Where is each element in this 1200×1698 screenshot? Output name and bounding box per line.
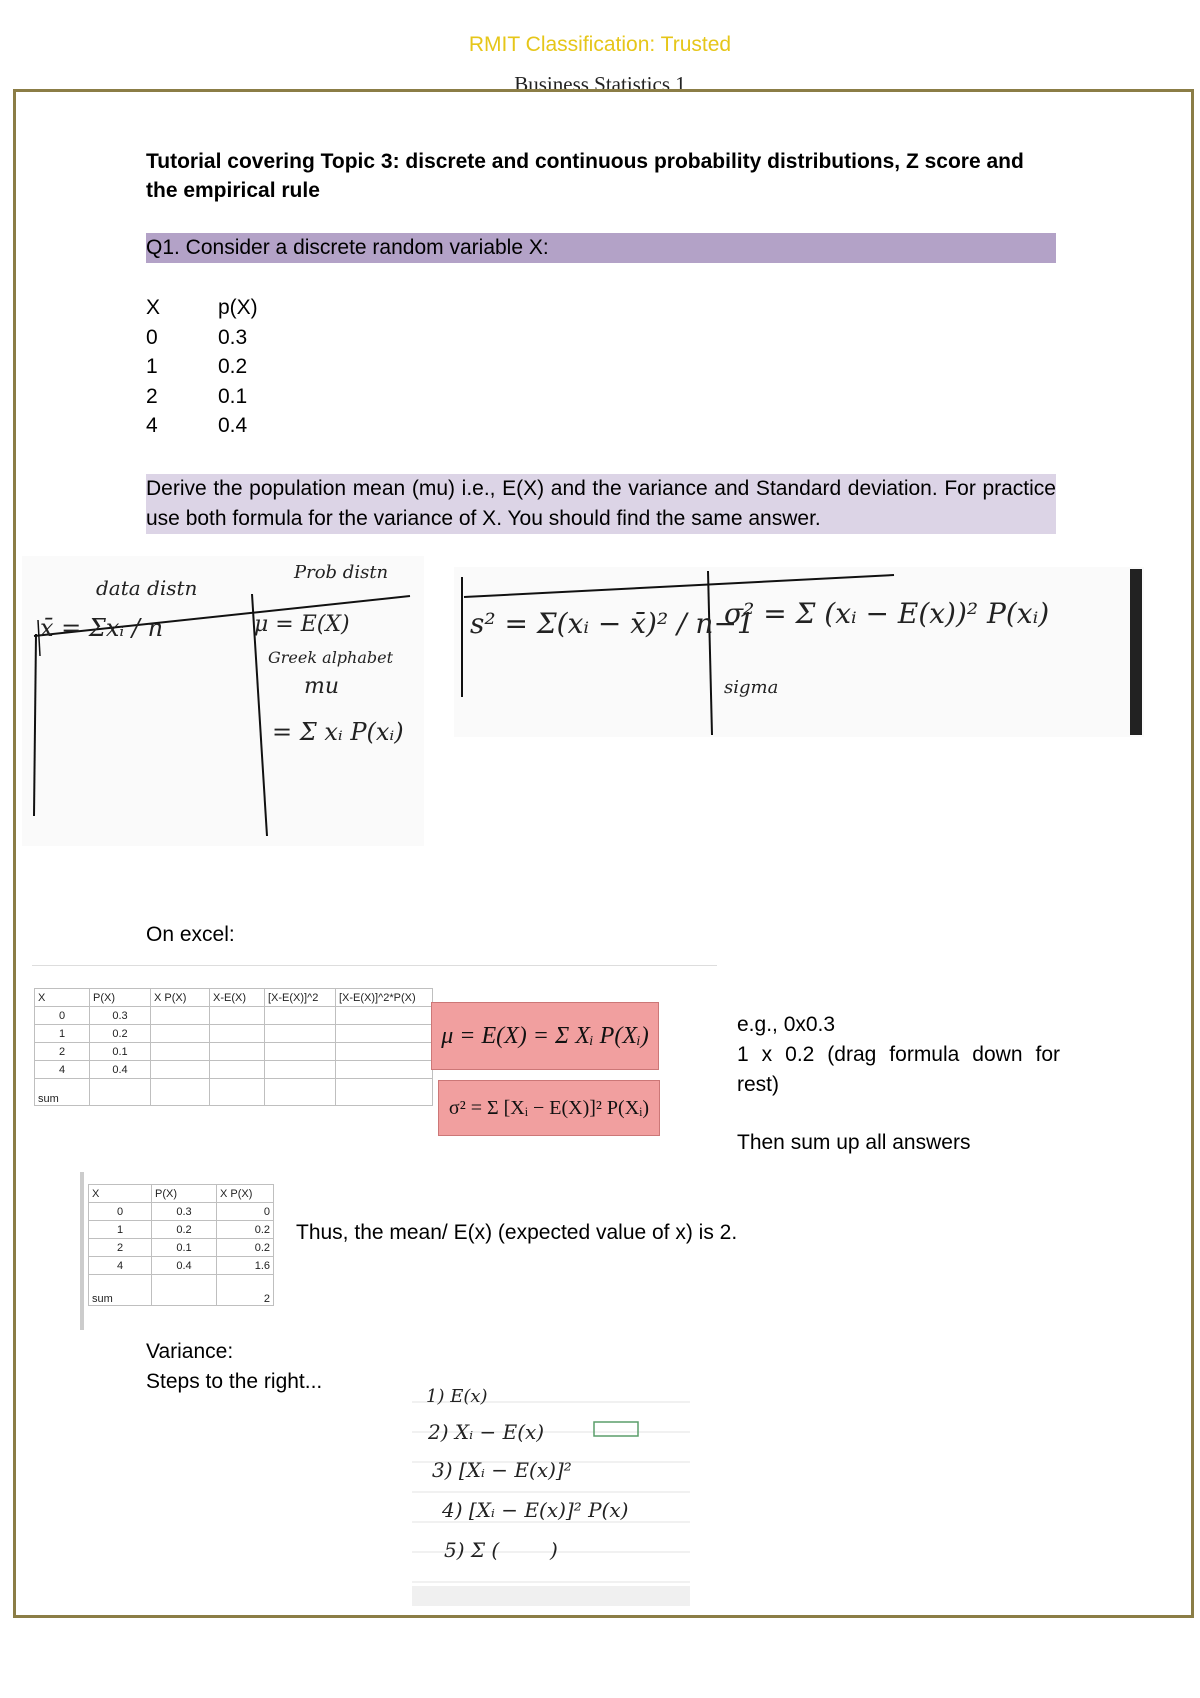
table-row	[89, 1275, 274, 1306]
dist-p-value: 0.3	[218, 326, 248, 349]
excel-cell[interactable]: 0.2	[217, 1221, 274, 1239]
table-row	[89, 1203, 274, 1221]
excel-cell[interactable]: 0.1	[90, 1043, 151, 1061]
greek-alphabet-note: Greek alphabet	[268, 648, 394, 667]
excel-cell[interactable]: 2	[35, 1043, 90, 1061]
question-1-heading: Q1. Consider a discrete random variable X:	[146, 233, 1056, 263]
excel-cell[interactable]	[336, 1007, 433, 1025]
excel-cell[interactable]: 0.4	[152, 1257, 217, 1275]
excel-cell[interactable]: 1.6	[217, 1257, 274, 1275]
table-row	[35, 1079, 433, 1106]
excel-header: X	[89, 1185, 152, 1203]
excel-cell[interactable]	[210, 1043, 265, 1061]
sigma-word: sigma	[724, 677, 779, 698]
excel-cell[interactable]: 0.2	[217, 1239, 274, 1257]
table-row	[89, 1257, 274, 1275]
excel-cell[interactable]	[151, 1043, 210, 1061]
table-row	[35, 1061, 433, 1079]
excel-header: X-E(X)	[210, 989, 265, 1007]
excel-header: P(X)	[90, 989, 151, 1007]
steps-label: Steps to the right...	[146, 1370, 323, 1393]
example-line-1: e.g., 0x0.3	[737, 1013, 836, 1036]
excel-cell[interactable]	[265, 1025, 336, 1043]
excel-cell[interactable]	[336, 1025, 433, 1043]
excel-cell[interactable]	[265, 1061, 336, 1079]
excel-cell[interactable]	[336, 1043, 433, 1061]
variance-steps-image	[412, 1372, 690, 1606]
table-row	[89, 1239, 274, 1257]
excel-header: [X-E(X)]^2*P(X)	[336, 989, 433, 1007]
example-line-2: 1 x 0.2 (drag formula down for rest)	[737, 1043, 1060, 1096]
dist-p-value: 0.1	[218, 385, 248, 408]
excel-cell[interactable]	[90, 1079, 151, 1106]
mu-formula-box[interactable]: μ = E(X) = Σ Xᵢ P(Xᵢ)	[431, 1002, 659, 1070]
step-1: 1) E(x)	[426, 1386, 488, 1407]
excel-cell[interactable]	[210, 1007, 265, 1025]
excel-cell[interactable]: 4	[35, 1061, 90, 1079]
whiteboard-image-left	[22, 556, 424, 846]
excel-sum-label[interactable]: sum	[35, 1079, 90, 1106]
tutorial-title: Tutorial covering Topic 3: discrete and continuous probability distributions, Z score and the empirical rule	[146, 150, 1024, 202]
excel-cell[interactable]: 0	[35, 1007, 90, 1025]
mu-sum-formula: = Σ xᵢ P(xᵢ)	[272, 718, 404, 746]
excel-cell[interactable]	[151, 1079, 210, 1106]
excel-cell[interactable]: 0.3	[152, 1203, 217, 1221]
derive-instructions: Derive the population mean (mu) i.e., E(X) and the variance and Standard deviation. For practice use both formula for the variance of X. You should find the same answer.	[146, 474, 1056, 534]
excel-cell[interactable]: 0.2	[152, 1221, 217, 1239]
excel-cell[interactable]	[151, 1025, 210, 1043]
sigma-formula-box[interactable]: σ² = Σ [Xᵢ − E(X)]² P(Xᵢ)	[438, 1080, 660, 1136]
excel-cell[interactable]	[210, 1025, 265, 1043]
excel-cell[interactable]	[151, 1061, 210, 1079]
sample-variance-formula: s² = Σ(xᵢ − x̄)² / n−1	[470, 607, 755, 640]
table-row	[35, 1025, 433, 1043]
excel-cell[interactable]: 4	[89, 1257, 152, 1275]
excel-table-2	[88, 1184, 274, 1306]
excel-cell[interactable]	[265, 1043, 336, 1061]
excel-cell[interactable]: 1	[89, 1221, 152, 1239]
table-row	[35, 1043, 433, 1061]
sample-mean-formula: x̄ = Σxᵢ / n	[40, 614, 164, 642]
excel-table-1	[34, 988, 433, 1106]
dist-x-value: 0	[146, 326, 158, 349]
mu-word: mu	[304, 674, 340, 699]
excel-cell[interactable]	[152, 1275, 217, 1306]
dist-x-value: 2	[146, 385, 158, 408]
dist-x-value: 1	[146, 355, 158, 378]
excel-cell[interactable]	[210, 1079, 265, 1106]
step-4: 4) [Xᵢ − E(x)]² P(x)	[442, 1498, 629, 1522]
dist-col-p-header: p(X)	[218, 296, 258, 319]
excel-header: X	[35, 989, 90, 1007]
spreadsheet-gridlines	[412, 1372, 690, 1606]
excel-cell[interactable]: 0.1	[152, 1239, 217, 1257]
step-5: 5) Σ ( )	[444, 1538, 558, 1562]
excel-cell[interactable]	[336, 1079, 433, 1106]
classification-label: RMIT Classification: Trusted	[468, 33, 732, 56]
excel-cell[interactable]	[336, 1061, 433, 1079]
excel-cell[interactable]	[210, 1061, 265, 1079]
page-header: Business Statistics 1	[514, 72, 686, 96]
excel-header: P(X)	[152, 1185, 217, 1203]
dist-x-value: 4	[146, 414, 158, 437]
excel-cell[interactable]: 0	[89, 1203, 152, 1221]
excel-cell[interactable]: 0.2	[90, 1025, 151, 1043]
excel-screenshot-2	[80, 1172, 282, 1330]
table-row	[35, 1007, 433, 1025]
on-excel-label: On excel:	[146, 923, 235, 946]
whiteboard-lines	[454, 567, 1144, 737]
population-variance-formula: σ² = Σ (xᵢ − E(x))² P(xᵢ)	[724, 597, 1050, 630]
step-2: 2) Xᵢ − E(x)	[428, 1420, 545, 1444]
excel-header: X P(X)	[151, 989, 210, 1007]
excel-cell[interactable]: 0.4	[90, 1061, 151, 1079]
mu-formula: μ = E(X)	[254, 612, 350, 637]
step-3: 3) [Xᵢ − E(x)]²	[432, 1458, 572, 1482]
example-line-3: Then sum up all answers	[737, 1131, 971, 1154]
dist-p-value: 0.4	[218, 414, 248, 437]
table-row	[89, 1221, 274, 1239]
excel-cell[interactable]: 0.3	[90, 1007, 151, 1025]
excel-sum-value[interactable]: 2	[217, 1275, 274, 1306]
whiteboard-lines	[22, 556, 424, 846]
dist-col-x-header: X	[146, 296, 161, 319]
excel-cell[interactable]: 2	[89, 1239, 152, 1257]
excel-screenshot-1	[32, 965, 717, 1146]
excel-cell[interactable]: 0	[217, 1203, 274, 1221]
dist-p-value: 0.2	[218, 355, 248, 378]
excel-sum-label[interactable]: sum	[89, 1275, 152, 1306]
excel-header: [X-E(X)]^2	[265, 989, 336, 1007]
variance-label: Variance:	[146, 1340, 234, 1363]
whiteboard-image-right	[454, 567, 1144, 737]
excel-cell[interactable]	[151, 1007, 210, 1025]
data-distn-label: data distn	[96, 576, 198, 600]
mean-conclusion: Thus, the mean/ E(x) (expected value of x) is 2.	[296, 1221, 738, 1244]
excel-cell[interactable]	[265, 1007, 336, 1025]
excel-cell[interactable]: 1	[35, 1025, 90, 1043]
excel-header: X P(X)	[217, 1185, 274, 1203]
excel-cell[interactable]	[265, 1079, 336, 1106]
prob-distn-label: Prob distn	[294, 562, 389, 583]
